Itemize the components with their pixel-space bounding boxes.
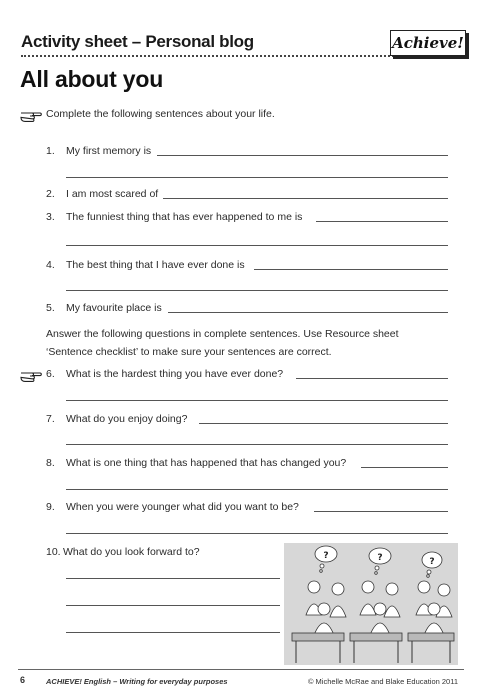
question-7 [46,413,448,427]
svg-text:?: ? [323,551,329,561]
answer-line[interactable] [66,578,280,579]
answer-line[interactable] [316,221,448,222]
question-number: 2. [46,188,55,200]
question-2 [46,188,448,202]
intro-instruction: Complete the following sentences about your life. [46,108,275,120]
instructions-line-2: ‘Sentence checklist’ to make sure your sentences are correct. [46,346,332,358]
question-number: 3. [46,211,55,223]
answer-line[interactable] [157,155,448,156]
students-drawing [284,543,458,665]
answer-line[interactable] [66,177,448,178]
question-4 [46,259,448,273]
answer-line[interactable] [66,400,448,401]
question-8 [46,457,448,471]
answer-line[interactable] [361,467,448,468]
answer-line[interactable] [66,489,448,490]
page-number: 6 [20,675,26,685]
svg-text:?: ? [429,557,435,567]
svg-text:?: ? [377,553,383,563]
answer-line[interactable] [66,605,280,606]
question-3 [46,211,448,225]
thinking-students-illustration [284,543,458,665]
page-title: All about you [20,66,164,92]
answer-line[interactable] [199,423,448,424]
question-text: The best thing that I have ever done is [66,259,245,271]
answer-line[interactable] [66,533,448,534]
question-text: What is the hardest thing you have ever done? [66,368,284,380]
question-text: My favourite place is [66,302,162,314]
question-text: When you were younger what did you want to be? [66,501,299,513]
question-text: What do you enjoy doing? [66,413,188,425]
answer-line[interactable] [66,632,280,633]
book-title: ACHIEVE! English – Writing for everyday purposes [46,677,228,686]
question-10 [46,546,276,560]
answer-line[interactable] [66,290,448,291]
pointing-hand-icon [20,108,42,122]
instructions [46,325,399,361]
question-number: 7. [46,413,55,425]
question-1 [46,145,448,159]
achieve-badge [390,30,466,56]
question-text: What do you look forward to? [63,546,200,558]
instructions-line-1: Answer the following questions in complete sentences. Use Resource sheet [46,328,399,340]
answer-line[interactable] [66,444,448,445]
answer-line[interactable] [66,245,448,246]
answer-line[interactable] [296,378,448,379]
sheet-header [18,28,476,58]
question-5 [46,302,448,316]
question-6 [46,368,448,382]
question-number: 8. [46,457,55,469]
question-number: 10. [46,546,61,558]
answer-line[interactable] [254,269,448,270]
answer-line[interactable] [168,312,448,313]
question-text: The funniest thing that has ever happened to me is [66,211,303,223]
question-number: 4. [46,259,55,271]
answer-line[interactable] [314,511,448,512]
question-number: 1. [46,145,55,157]
copyright: © Michelle McRae and Blake Education 2011 [307,677,458,686]
header-dotted-rule [21,55,394,57]
badge-label: Achieve! [392,34,464,52]
question-text: My first memory is [66,145,152,157]
question-number: 9. [46,501,55,513]
question-number: 5. [46,302,55,314]
section-title: Activity sheet – Personal blog [21,32,254,51]
question-number: 6. [46,368,55,380]
question-text: I am most scared of [66,188,159,200]
footer-rule [18,669,464,670]
question-text: What is one thing that has happened that has changed you? [66,457,347,469]
pointing-hand-icon [20,368,42,382]
question-9 [46,501,448,515]
answer-line[interactable] [163,198,448,199]
